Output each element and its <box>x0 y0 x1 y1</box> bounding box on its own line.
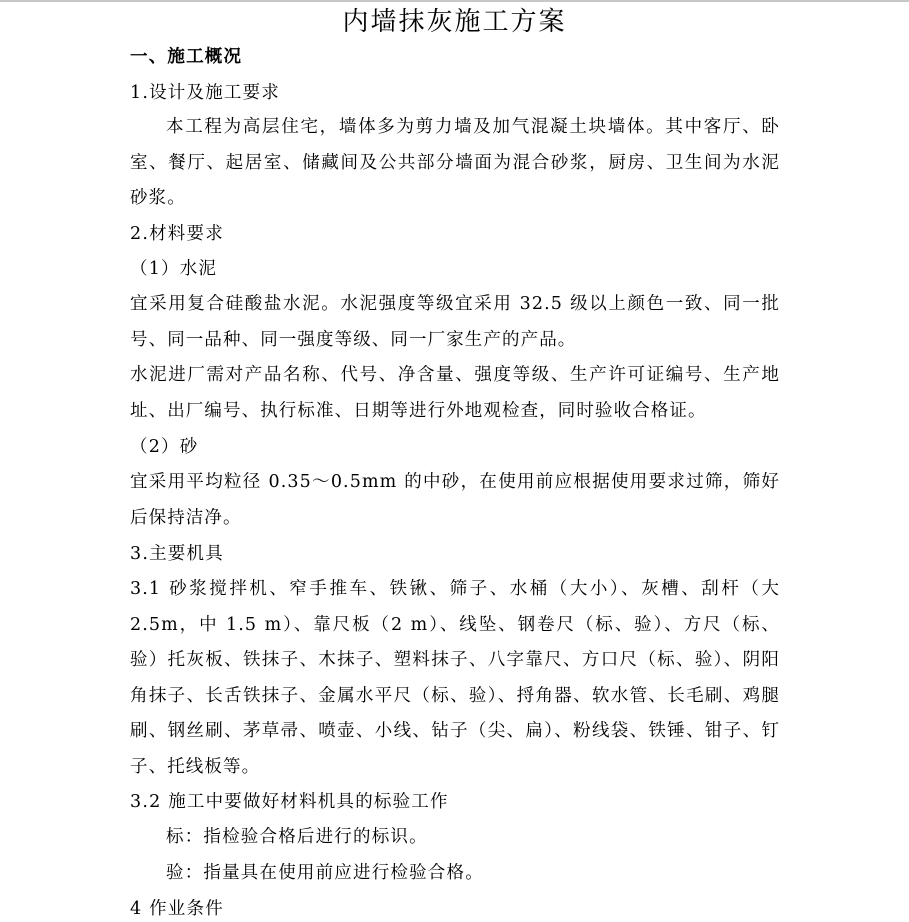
heading-sand: （2）砂 <box>130 437 199 457</box>
heading-cement: （1）水泥 <box>130 259 218 279</box>
paragraph-design-requirements: 本工程为高层住宅，墙体多为剪力墙及加气混凝土块墙体。其中客厅、卧室、餐厅、起居室、储藏间及公共部分墙面为混合砂浆，厨房、卫生间为水泥砂浆。 <box>130 117 780 208</box>
paragraph-cement-spec: 宜采用复合硅酸盐水泥。水泥强度等级宜采用 32.5 级以上颜色一致、同一批号、同一品种、同一强度等级、同一厂家生产的产品。 <box>130 294 780 350</box>
heading-tool-calibration: 3.2 施工中要做好材料机具的标验工作 <box>130 792 449 812</box>
definition-yan: 验：指量具在使用前应进行检验合格。 <box>166 863 484 883</box>
paragraph-tool-list: 3.1 砂浆搅拌机、窄手推车、铁锹、筛子、水桶（大小）、灰槽、刮杆（大2.5m，中 1.5 m）、靠尺板（2 m）、线坠、钢卷尺（标、验）、方尺（标、验）托灰板、铁抹子、木抹子、塑料抹子、八字靠尺、方口尺（标、验）、阴阳角抹子、长舌铁抹子、金属水平尺（标、验）、捋角器、软水管、长毛刷、鸡腿刷、钢丝刷、茅草帚、喷壶、小线、钻子（尖、扁）、粉线袋、铁锤、钳子、钉子、托线板等。 <box>130 579 780 777</box>
heading-main-tools: 3.主要机具 <box>130 544 224 564</box>
heading-material-requirements: 2.材料要求 <box>130 224 224 244</box>
section-heading-overview: 一、施工概况 <box>130 47 243 67</box>
definition-biao: 标：指检验合格后进行的标识。 <box>166 827 428 847</box>
top-border <box>0 0 909 2</box>
paragraph-cement-inspection: 水泥进厂需对产品名称、代号、净含量、强度等级、生产许可证编号、生产地址、出厂编号、执行标准、日期等进行外地观检查，同时验收合格证。 <box>130 365 780 421</box>
heading-work-conditions: 4 作业条件 <box>130 899 224 919</box>
document-title: 内墙抹灰施工方案 <box>342 7 567 37</box>
paragraph-sand-spec: 宜采用平均粒径 0.35～0.5mm 的中砂，在使用前应根据使用要求过筛，筛好后保持洁净。 <box>130 472 780 528</box>
heading-design-requirements: 1.设计及施工要求 <box>130 83 280 103</box>
